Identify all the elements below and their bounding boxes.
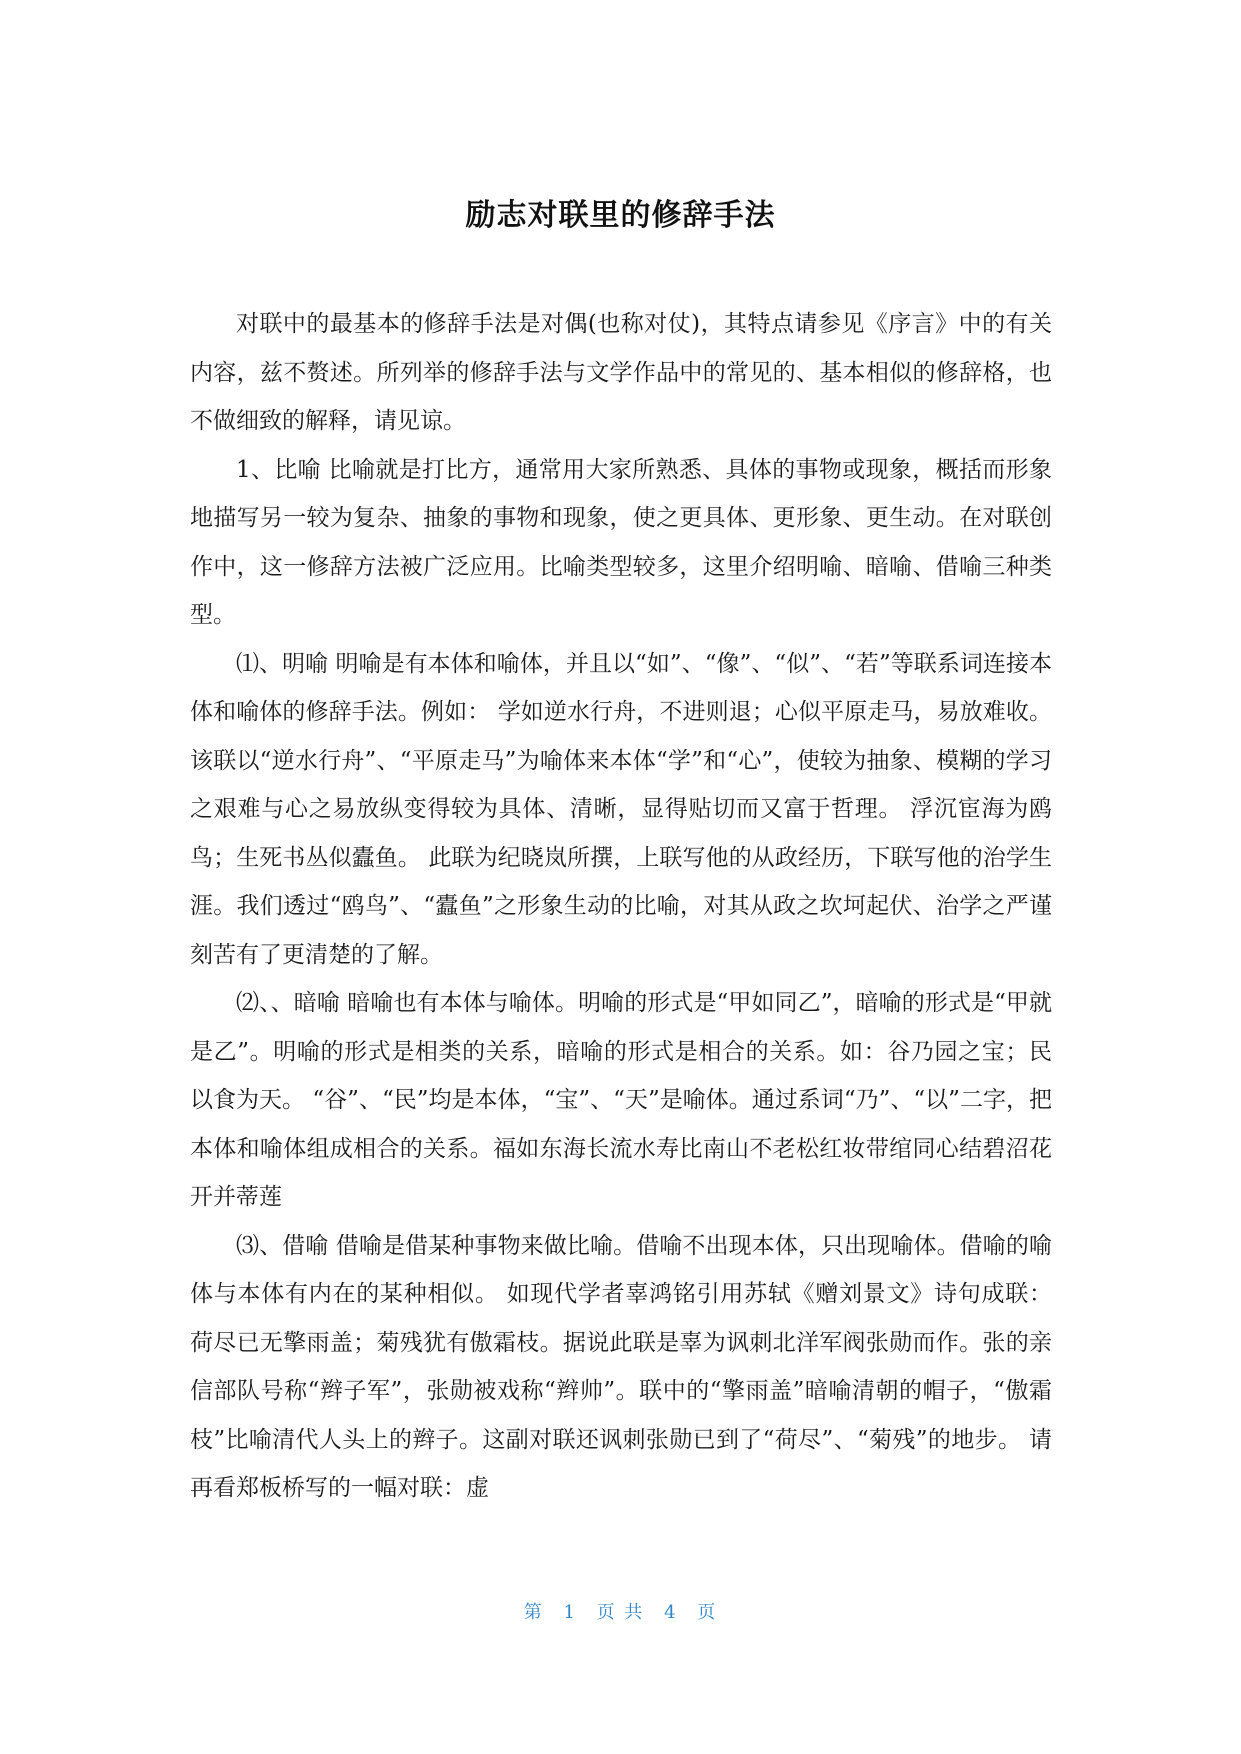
paragraph-borrowed-metaphor: ⑶、借喻 借喻是借某种事物来做比喻。借喻不出现本体，只出现喻体。借喻的喻体与本体有内在的某种相似。 如现代学者辜鸿铭引用苏轼《赠刘景文》诗句成联： 荷尽已无擎雨盖；菊残犹有傲霜枝。据说此联是辜为讽刺北洋军阀张勋而作。张的亲信部队号称“辫子军”，张勋被戏称“辫帅”。联中的“擎雨盖”暗喻清朝的帽子，“傲霜枝”比喻清代人头上的辫子。这副对联还讽刺张勋已到了“荷尽”、“菊残”的地步。 请再看郑板桥写的一幅对联：虚 [190, 1232, 1052, 1501]
page-footer [0, 1598, 1241, 1624]
footer-total-pages: 4 [664, 1602, 678, 1623]
paragraph-intro: 对联中的最基本的修辞手法是对偶(也称对仗)，其特点请参见《序言》中的有关内容，兹不赘述。所列举的修辞手法与文学作品中的常见的、基本相似的修辞格，也不做细致的解释，请见谅。 [190, 311, 1052, 434]
footer-middle: 页 共 [596, 1602, 645, 1623]
paragraph-implicit-metaphor: ⑵、、暗喻 暗喻也有本体与喻体。明喻的形式是“甲如同乙”，暗喻的形式是“甲就是乙”。明喻的形式是相类的关系，暗喻的形式是相合的关系。如：谷乃园之宝；民以食为天。 “谷”、“民”均是本体，“宝”、“天”是喻体。通过系词“乃”、“以”二字，把本体和喻体组成相合的关系。福如东海长流水寿比南山不老松红妆带绾同心结碧沼花开并蒂莲 [190, 990, 1052, 1210]
footer-current-page: 1 [563, 1602, 577, 1623]
document-title: 励志对联里的修辞手法 [465, 198, 776, 233]
footer-suffix: 页 [697, 1602, 718, 1623]
paragraph-simile: ⑴、明喻 明喻是有本体和喻体，并且以“如”、“像”、“似”、“若”等联系词连接本体和喻体的修辞手法。例如： 学如逆水行舟，不进则退；心似平原走马，易放难收。 该联以“逆水行舟”、“平原走马”为喻体来本体“学”和“心”，使较为抽象、模糊的学习之艰难与心之易放纵变得较为具体、清晰，显得贴切而又富于哲理。 浮沉宦海为鸥鸟；生死书丛似蠹鱼。 此联为纪晓岚所撰，上联写他的从政经历，下联写他的治学生涯。我们透过“鸥鸟”、“蠹鱼”之形象生动的比喻，对其从政之坎坷起伏、治学之严谨刻苦有了更清楚的了解。 [190, 650, 1052, 968]
footer-prefix: 第 [523, 1602, 544, 1623]
document-body [190, 300, 1052, 1513]
paragraph-metaphor: 1、比喻 比喻就是打比方，通常用大家所熟悉、具体的事物或现象，概括而形象地描写另一较为复杂、抽象的事物和现象，使之更具体、更形象、更生动。在对联创作中，这一修辞方法被广泛应用。比喻类型较多，这里介绍明喻、暗喻、借喻三种类型。 [190, 456, 1052, 628]
